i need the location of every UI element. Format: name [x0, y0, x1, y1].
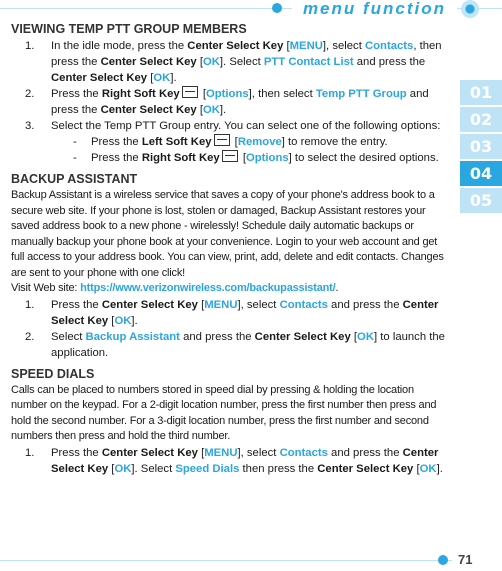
step-item: [11, 297, 451, 329]
steps-backup-assistant: [11, 297, 451, 361]
key-name: Center Select Key: [51, 72, 148, 84]
text: ].: [219, 104, 227, 116]
text: Press the: [91, 136, 142, 148]
text: Visit Web site:: [11, 282, 81, 294]
footer-rule: [0, 560, 452, 561]
steps-viewing-temp-ptt: [11, 38, 451, 166]
sub-options: [11, 134, 451, 166]
key-label: OK: [114, 462, 132, 475]
text: Press the: [51, 446, 102, 459]
text: [: [413, 462, 420, 475]
text: [: [239, 152, 246, 164]
section-title: menu function: [292, 0, 457, 18]
text: ]. Select: [131, 462, 176, 475]
text: ].: [170, 72, 177, 84]
chapter-tab-05[interactable]: 05: [460, 188, 502, 213]
text: Press the: [51, 298, 102, 311]
chapter-tab-01[interactable]: 01: [460, 80, 502, 105]
text: ], select: [237, 298, 280, 311]
key-label: Options: [205, 88, 249, 100]
key-name: Center Select Key: [100, 104, 197, 116]
sub-option: [11, 150, 451, 166]
text: Press the: [51, 88, 102, 100]
text: [: [108, 462, 115, 475]
left-soft-key-icon: [214, 134, 230, 146]
text: ].: [436, 462, 443, 475]
step-item: [11, 86, 451, 118]
chapter-tab-04[interactable]: 04: [460, 161, 502, 186]
sub-option: [11, 134, 451, 150]
text: [: [199, 88, 206, 100]
step-item: [11, 329, 451, 361]
key-name: Right Soft Key: [101, 88, 180, 100]
step-item: [11, 38, 451, 86]
text: [: [108, 314, 115, 327]
step-number: 1.: [25, 40, 35, 52]
visit-line: [11, 281, 451, 297]
dash: -: [73, 152, 77, 164]
key-label: MENU: [289, 40, 323, 52]
key-label: OK: [419, 462, 437, 475]
menu-label: Speed Dials: [175, 462, 240, 475]
main-content: [11, 20, 451, 477]
menu-label: Contacts: [279, 446, 328, 459]
key-name: Center Select Key: [101, 446, 198, 459]
text: Select the Temp PTT Group entry. You can select one of the following options:: [51, 120, 441, 132]
right-soft-key-icon: [182, 86, 198, 98]
text: In the idle mode, press the: [51, 40, 188, 52]
text: [: [231, 136, 238, 148]
page-number: 71: [458, 552, 473, 567]
key-name: Center Select Key: [51, 298, 439, 327]
step-number: 2.: [25, 330, 35, 343]
text: ], then select: [248, 88, 316, 100]
step-number: 1.: [25, 446, 35, 459]
key-name: Center Select Key: [317, 462, 414, 475]
text: [: [147, 72, 154, 84]
key-label: OK: [114, 314, 132, 327]
page-header: [0, 0, 502, 18]
text: Press the: [91, 152, 142, 164]
heading-viewing-temp-ptt: VIEWING TEMP PTT GROUP MEMBERS: [11, 22, 247, 36]
header-dot-right: [461, 0, 479, 18]
text: [: [197, 446, 205, 459]
text: and press the: [179, 330, 255, 343]
steps-speed-dials: [11, 445, 451, 477]
key-label: MENU: [204, 298, 238, 311]
footer-dot: [438, 555, 448, 565]
step-item: [11, 445, 451, 477]
key-label: Remove: [237, 136, 282, 148]
chapter-tab-03[interactable]: 03: [460, 134, 502, 159]
key-label: OK: [153, 72, 171, 84]
menu-label: Contacts: [279, 298, 328, 311]
menu-label: Temp PTT Group: [315, 88, 407, 100]
text: [: [196, 56, 203, 68]
heading-speed-dials: SPEED DIALS: [11, 366, 95, 381]
menu-label: PTT Contact List: [263, 56, 354, 68]
key-name: Center Select Key: [187, 40, 284, 52]
right-soft-key-icon: [222, 150, 238, 162]
key-name: Right Soft Key: [141, 152, 220, 164]
heading-backup-assistant: BACKUP ASSISTANT: [11, 172, 138, 186]
menu-label: Backup Assistant: [85, 330, 180, 343]
key-name: Center Select Key: [51, 446, 439, 475]
key-label: MENU: [204, 446, 238, 459]
speed-dials-description: Calls can be placed to numbers stored in speed dial by pressing & holding the location number on the keypad. For a 2-digit location number, press the first number then press and hold the second number. For a 3-digit location number, press the first number and second numbers then press and hold the third number.: [11, 383, 437, 442]
step-number: 1.: [25, 298, 35, 311]
dash: -: [73, 136, 77, 148]
key-name: Center Select Key: [101, 298, 198, 311]
text: [: [350, 330, 358, 343]
chapter-tabs: [460, 80, 502, 215]
text: and press the: [51, 88, 429, 116]
step-number: 2.: [25, 88, 35, 100]
key-label: OK: [357, 330, 374, 343]
text: ], select: [237, 446, 280, 459]
text: ].: [131, 314, 138, 327]
text: , then press the: [51, 40, 442, 68]
text: [: [196, 104, 203, 116]
key-name: Center Select Key: [100, 56, 197, 68]
text: ] to launch the application.: [51, 330, 445, 359]
step-item: [11, 118, 451, 166]
text: ] to select the desired options.: [288, 152, 439, 164]
key-label: OK: [202, 56, 220, 68]
text: then press the: [239, 462, 318, 475]
menu-label: Contacts: [364, 40, 414, 52]
text: [: [197, 298, 205, 311]
text: and press the: [353, 56, 426, 68]
key-label: Options: [245, 152, 289, 164]
text: Select: [51, 330, 86, 343]
text: [: [283, 40, 290, 52]
text: ]. Select: [219, 56, 264, 68]
backup-description: Backup Assistant is a wireless service that saves a copy of your phone's address book to a secure web site. If your phone is lost, stolen or damaged, Backup Assistant restores your saved address book to a new phone - wirelessly! Schedule daily automatic backups or manually backup your phone book at your convenience. Login to your web account and get full access to your address book. You can view, print, add, delete and edit contacts. Changes are sent to your phone with one click!: [11, 189, 444, 279]
backup-url-link[interactable]: https://www.verizonwireless.com/backupassistant/: [80, 282, 336, 294]
text: and press the: [327, 298, 403, 311]
text: and press the: [327, 446, 403, 459]
header-dot-left: [272, 3, 282, 13]
key-name: Center Select Key: [254, 330, 351, 343]
text: .: [335, 282, 339, 294]
step-number: 3.: [25, 120, 35, 132]
chapter-tab-02[interactable]: 02: [460, 107, 502, 132]
text: ] to remove the entry.: [281, 136, 388, 148]
text: ], select: [322, 40, 365, 52]
key-name: Left Soft Key: [141, 136, 212, 148]
key-label: OK: [202, 104, 220, 116]
